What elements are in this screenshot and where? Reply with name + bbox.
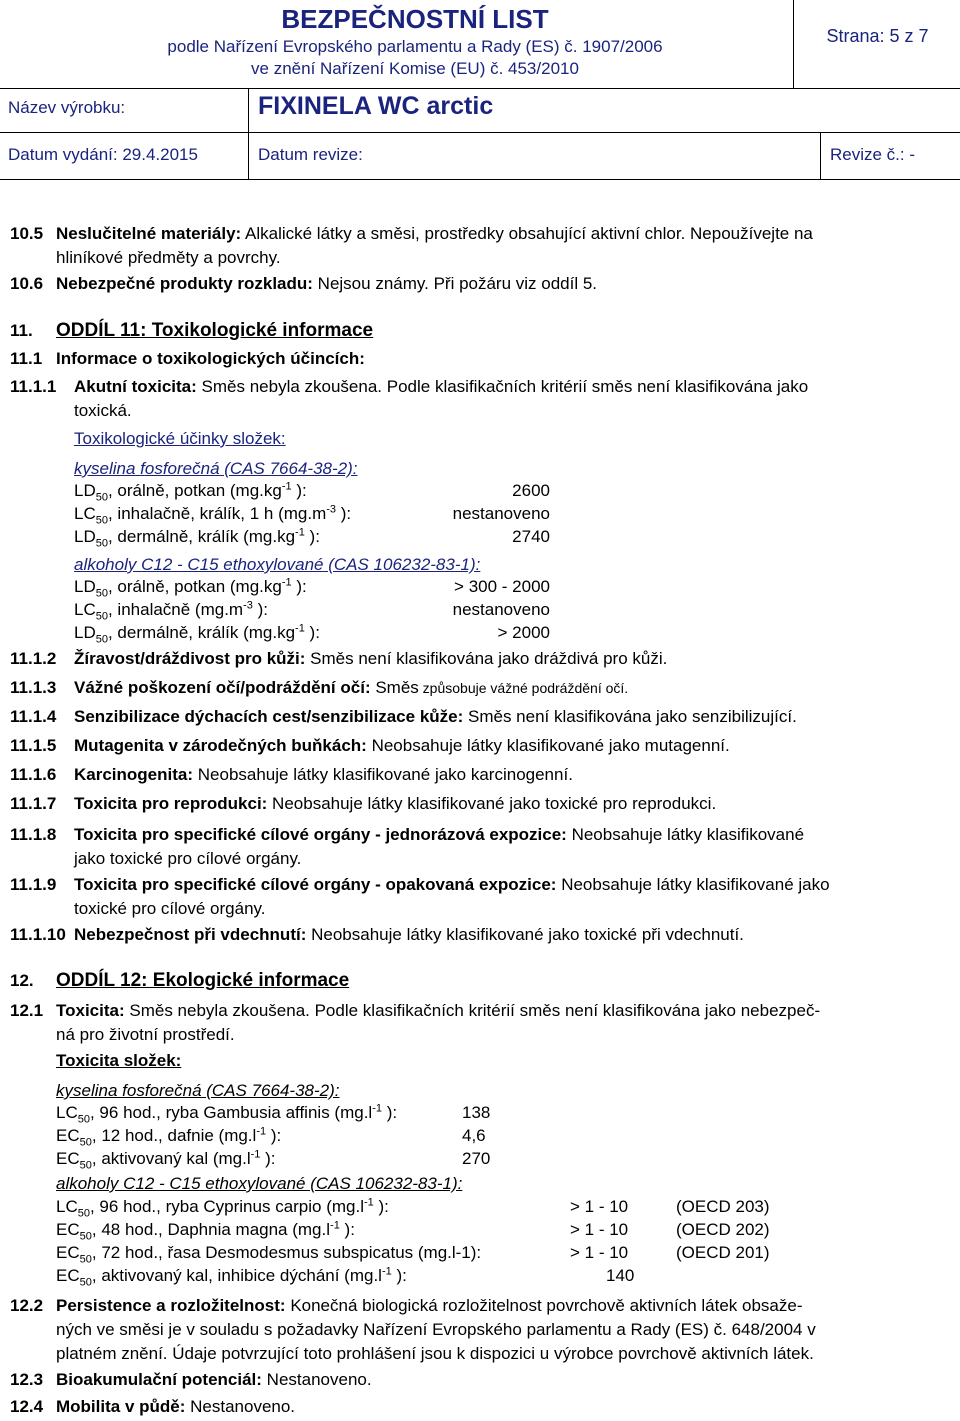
section-12-4: [56, 1395, 295, 1419]
section-12-3-text: Nestanoveno.: [266, 1370, 372, 1389]
section-12-4-text: Nestanoveno.: [190, 1397, 296, 1416]
product-label: Název výrobku:: [8, 98, 126, 117]
acute-toxicity-alcohols-row-subscript: 50: [95, 610, 108, 623]
eco-toxicity-phosphoric-row-subscript: 50: [77, 1113, 90, 1126]
section-12-2-text-cont: ných ve směsi je v souladu s požadavky Nařízení Evropského parlamentu a Rady (ES) č. 648/2004 v: [56, 1320, 816, 1339]
section-11-1-10-number: 11.1.10: [10, 925, 66, 944]
page-number: Strana: 5 z 7: [826, 26, 929, 46]
section-11-item-number: 11.1.5: [10, 736, 57, 755]
section-10-6-title: Nebezpečné produkty rozkladu:: [56, 274, 313, 293]
section-12-title: ODDÍL 12: Ekologické informace: [56, 970, 350, 991]
acute-toxicity-alcohols-row-label: [74, 598, 268, 622]
acute-toxicity-alcohols-row-label-text: , dermálně, králík (mg.kg: [107, 623, 296, 642]
eco-toxicity-alcohols-row-label: [56, 1218, 355, 1242]
eco-toxicity-alcohols-row-value: 140: [606, 1266, 635, 1285]
section-10-5-text-cont: hliníkové předměty a povrchy.: [56, 248, 281, 267]
eco-substance-1-title: kyselina fosforečná (CAS 7664-38-2):: [56, 1081, 340, 1100]
section-11-item-title: Vážné poškození očí/podráždění očí:: [74, 678, 371, 697]
acute-toxicity-phosphoric-row-label-text: , inhalačně, králík, 1 h (mg.m: [107, 504, 327, 523]
section-10-6-text: Nejsou známy. Při požáru viz oddíl 5.: [317, 274, 598, 293]
section-11-1-8-text-cont: jako toxické pro cílové orgány.: [74, 849, 302, 868]
issue-date: Datum vydání: 29.4.2015: [8, 145, 198, 164]
section-11-item: [74, 792, 716, 816]
header-title-column: [90, 0, 740, 80]
eco-toxicity-alcohols-row-note: (OECD 202): [676, 1220, 770, 1239]
eco-toxicity-alcohols-row-superscript: -1: [330, 1219, 340, 1232]
acute-toxicity-phosphoric-row-label-text: LD: [74, 481, 96, 500]
acute-toxicity-alcohols-row-superscript: -3: [243, 599, 253, 612]
section-12-4-title: Mobilita v půdě:: [56, 1397, 186, 1416]
acute-toxicity-alcohols-row-label-text: , orálně, potkan (mg.kg: [107, 577, 282, 596]
section-12-4-number: 12.4: [10, 1397, 44, 1416]
eco-toxicity-alcohols-row-superscript: -1: [381, 1265, 392, 1278]
section-11-1-1-title: Akutní toxicita:: [74, 377, 197, 396]
acute-toxicity-phosphoric-row-label-text: LD: [74, 527, 96, 546]
section-11-item-number: 11.1.3: [10, 678, 57, 697]
eco-toxicity-alcohols-row-superscript: -1: [364, 1196, 374, 1209]
section-11-1-9-text-cont: toxické pro cílové orgány.: [74, 899, 266, 918]
section-11-1-8: [74, 823, 954, 847]
section-11-item-text: Neobsahuje látky klasifikované jako mutagenní.: [366, 736, 730, 755]
section-10-5: [56, 222, 956, 246]
eco-toxicity-phosphoric-row-subscript: 50: [79, 1136, 92, 1149]
eco-toxicity-alcohols-row-value: > 1 - 10: [570, 1220, 629, 1239]
section-11-item-text: Neobsahuje látky klasifikované jako toxické pro reprodukci.: [267, 794, 717, 813]
acute-toxicity-phosphoric-row-value: 2740: [512, 527, 550, 546]
eco-substance-2-title: alkoholy C12 - C15 ethoxylované (CAS 106232-83-1):: [56, 1174, 463, 1193]
eco-toxicity-alcohols-row-value: > 1 - 10: [570, 1197, 629, 1216]
section-11-1-1-text: Směs nebyla zkoušena. Podle klasifikačních kritérií směs není klasifikována jako: [201, 377, 809, 396]
acute-toxicity-phosphoric-row-label: [74, 479, 307, 503]
eco-toxicity-alcohols-row-subscript: 50: [79, 1253, 92, 1266]
document-subtitle-amendment: ve znění Nařízení Komise (EU) č. 453/2010: [251, 59, 579, 78]
eco-toxicity-alcohols-row-subscript: 50: [79, 1230, 92, 1243]
eco-toxicity-alcohols-row-label-text: EC: [56, 1266, 80, 1285]
eco-toxicity-phosphoric-row-value: 138: [462, 1103, 491, 1122]
eco-toxicity-alcohols-row-label: [56, 1264, 407, 1288]
acute-toxicity-phosphoric-row-subscript: 50: [95, 514, 108, 527]
section-12-1: [56, 999, 956, 1023]
acute-toxicity-alcohols-row-label-text: ):: [304, 623, 320, 642]
eco-toxicity-alcohols-row-note: (OECD 203): [676, 1197, 770, 1216]
eco-toxicity-alcohols-row-value: > 1 - 10: [570, 1243, 629, 1262]
section-11-1-9-title: Toxicita pro specifické cílové orgány - opakovaná expozice:: [74, 875, 557, 894]
eco-toxicity-alcohols-row-label-text: ):: [339, 1220, 355, 1239]
acute-toxicity-alcohols-row-label-text: , inhalačně (mg.m: [107, 600, 244, 619]
eco-toxicity-alcohols-row-label-text: , 72 hod., řasa Desmodesmus subspicatus (mg.l-1):: [91, 1243, 482, 1262]
date-row: [0, 133, 960, 180]
eco-toxicity-phosphoric-row-label: [56, 1124, 281, 1148]
eco-toxicity-phosphoric-row-label: [56, 1147, 276, 1171]
acute-toxicity-phosphoric-row-label-text: LC: [74, 504, 96, 523]
section-11-1-8-number: 11.1.8: [10, 825, 57, 844]
eco-toxicity-alcohols-row-label-text: , 48 hod., Daphnia magna (mg.l: [91, 1220, 331, 1239]
acute-toxicity-phosphoric-row-label-text: , orálně, potkan (mg.kg: [107, 481, 282, 500]
eco-toxicity-phosphoric-row-label-text: EC: [56, 1126, 80, 1145]
section-11-item-title: Karcinogenita:: [74, 765, 194, 784]
section-10-5-number: 10.5: [10, 224, 44, 243]
acute-toxicity-phosphoric-row-label: [74, 525, 320, 549]
section-12-3-title: Bioakumulační potenciál:: [56, 1370, 262, 1389]
acute-toxicity-alcohols-row-label: [74, 575, 307, 599]
section-11-item: [74, 705, 797, 729]
acute-toxicity-phosphoric-row-superscript: -3: [326, 503, 337, 516]
section-11-1-1-number: 11.1.1: [10, 377, 57, 396]
section-11-1-10-text: Neobsahuje látky klasifikované jako toxické při vdechnutí.: [311, 925, 744, 944]
section-11-item-title: Mutagenita v zárodečných buňkách:: [74, 736, 367, 755]
substance-1-title: kyselina fosforečná (CAS 7664-38-2):: [74, 459, 358, 478]
acute-toxicity-phosphoric-row-value: nestanoveno: [452, 504, 550, 523]
section-11-1-8-text: Neobsahuje látky klasifikované: [571, 825, 805, 844]
section-11-item-number: 11.1.7: [10, 794, 57, 813]
section-11-item-title: Toxicita pro reprodukci:: [74, 794, 268, 813]
document-title: BEZPEČNOSTNÍ LIST: [281, 4, 549, 34]
section-12-2-number: 12.2: [10, 1296, 44, 1315]
revision-number: Revize č.: -: [830, 145, 916, 164]
section-11-item: [74, 763, 573, 787]
acute-toxicity-alcohols-row-label-text: LC: [74, 600, 96, 619]
acute-toxicity-alcohols-row-superscript: -1: [281, 576, 292, 589]
section-12-1-number: 12.1: [10, 1001, 44, 1020]
eco-toxicity-alcohols-row-label-text: EC: [56, 1220, 80, 1239]
header-divider: [793, 0, 794, 88]
eco-toxicity-phosphoric-row-label-text: ):: [381, 1103, 398, 1122]
eco-toxicity-alcohols-row-label-text: EC: [56, 1243, 80, 1262]
eco-toxicity-phosphoric-row-label-text: LC: [56, 1103, 78, 1122]
section-11-item-text-small: způsobuje vážné podráždění očí.: [418, 680, 629, 696]
eco-toxicity-alcohols-row-label: [56, 1195, 389, 1219]
acute-toxicity-alcohols-row-value: > 300 - 2000: [454, 577, 550, 596]
acute-toxicity-alcohols-row-label: [74, 621, 320, 645]
section-11-1-1-text-cont: toxická.: [74, 401, 132, 420]
revision-divider: [820, 133, 821, 179]
section-11-1-title: Informace o toxikologických účincích:: [56, 349, 365, 368]
section-12-1-text: Směs nebyla zkoušena. Podle klasifikačních kritérií směs není klasifikována jako nebezpeč-: [129, 1001, 821, 1020]
eco-toxicity-alcohols-row-label-text: , aktivovaný kal, inhibice dýchání (mg.l: [91, 1266, 382, 1285]
acute-toxicity-alcohols-row-value: nestanoveno: [452, 600, 550, 619]
section-11-item-text: Neobsahuje látky klasifikované jako karcinogenní.: [193, 765, 573, 784]
acute-toxicity-phosphoric-row-subscript: 50: [95, 537, 108, 550]
eco-toxicity-phosphoric-row-label-text: ):: [266, 1126, 282, 1145]
acute-toxicity-phosphoric-row-label-text: , dermálně, králík (mg.kg: [107, 527, 296, 546]
section-11-title: ODDÍL 11: Toxikologické informace: [56, 320, 374, 341]
section-12-2-title: Persistence a rozložitelnost:: [56, 1296, 286, 1315]
eco-toxicity-phosphoric-row-superscript: -1: [372, 1102, 382, 1115]
section-12-1-title: Toxicita:: [56, 1001, 125, 1020]
section-11-1-8-title: Toxicita pro specifické cílové orgány - jednorázová expozice:: [74, 825, 567, 844]
acute-toxicity-alcohols-row-value: > 2000: [497, 623, 550, 642]
acute-toxicity-phosphoric-row-superscript: -1: [295, 526, 305, 539]
acute-toxicity-alcohols-row-label-text: ):: [291, 577, 307, 596]
section-10-6-number: 10.6: [10, 274, 44, 293]
section-10-5-title: Neslučitelné materiály:: [56, 224, 242, 243]
acute-toxicity-phosphoric-row-label-text: ):: [304, 527, 320, 546]
eco-toxicity-phosphoric-row-label-text: , 12 hod., dafnie (mg.l: [91, 1126, 257, 1145]
acute-toxicity-phosphoric-row-superscript: -1: [281, 480, 292, 493]
product-row: [0, 88, 960, 133]
eco-toxicity-alcohols-row-label-text: ):: [391, 1266, 407, 1285]
eco-toxicity-phosphoric-row-label-text: EC: [56, 1149, 80, 1168]
acute-toxicity-alcohols-row-subscript: 50: [95, 633, 108, 646]
eco-toxicity-phosphoric-row-label-text: ):: [260, 1149, 276, 1168]
section-12-3: [56, 1368, 372, 1392]
section-12-1-text-cont: ná pro životní prostředí.: [56, 1025, 235, 1044]
section-11-item: [74, 734, 730, 758]
component-toxicity-heading: Toxicita složek:: [56, 1051, 182, 1070]
section-11-item-title: Senzibilizace dýchacích cest/senzibilizace kůže:: [74, 707, 464, 726]
acute-toxicity-alcohols-row-label-text: LD: [74, 577, 96, 596]
section-10-5-text: Alkalické látky a směsi, prostředky obsahující aktivní chlor. Nepoužívejte na: [245, 224, 813, 243]
acute-toxicity-alcohols-row-superscript: -1: [295, 622, 305, 635]
section-11-item-text: Směs: [370, 678, 419, 697]
section-12-number: 12.: [10, 971, 34, 990]
toxicological-effects-heading: Toxikologické účinky složek:: [74, 429, 286, 448]
eco-toxicity-alcohols-row-label-text: ):: [373, 1197, 389, 1216]
eco-toxicity-phosphoric-row-value: 270: [462, 1149, 491, 1168]
section-11-item-number: 11.1.6: [10, 765, 57, 784]
section-12-2-text: Konečná biologická rozložitelnost povrchově aktivních látek obsaže-: [290, 1296, 803, 1315]
acute-toxicity-alcohols-row-label-text: LD: [74, 623, 96, 642]
eco-toxicity-phosphoric-row-label-text: , aktivovaný kal (mg.l: [91, 1149, 251, 1168]
section-11-item-number: 11.1.4: [10, 707, 57, 726]
revision-date: Datum revize:: [258, 145, 363, 164]
eco-toxicity-alcohols-row-label: [56, 1241, 481, 1265]
acute-toxicity-alcohols-row-label-text: ):: [252, 600, 268, 619]
eco-toxicity-alcohols-row-note: (OECD 201): [676, 1243, 770, 1262]
section-11-1-9-text: Neobsahuje látky klasifikované jako: [561, 875, 830, 894]
eco-toxicity-alcohols-row-label-text: LC: [56, 1197, 78, 1216]
product-name: FIXINELA WC arctic: [258, 92, 494, 120]
section-12-3-number: 12.3: [10, 1370, 44, 1389]
document-header: [0, 0, 960, 180]
section-12-2: [56, 1294, 956, 1318]
section-11-1-10: [74, 923, 744, 947]
section-11-1-1: [74, 375, 954, 399]
section-11-item: [74, 647, 667, 671]
eco-toxicity-phosphoric-row-superscript: -1: [256, 1125, 267, 1138]
section-11-1-number: 11.1: [10, 349, 43, 368]
section-11-item-number: 11.1.2: [10, 649, 57, 668]
section-11-number: 11.: [10, 321, 33, 340]
acute-toxicity-phosphoric-row-value: 2600: [512, 481, 550, 500]
eco-toxicity-alcohols-row-subscript: 50: [77, 1207, 90, 1220]
acute-toxicity-phosphoric-row-subscript: 50: [95, 491, 108, 504]
substance-2-title: alkoholy C12 - C15 ethoxylované (CAS 106232-83-1):: [74, 555, 481, 574]
acute-toxicity-alcohols-row-subscript: 50: [95, 587, 108, 600]
section-11-item: [74, 676, 628, 700]
eco-toxicity-alcohols-row-subscript: 50: [79, 1276, 92, 1289]
section-11-item-text: Směs není klasifikována jako dráždivá pro kůži.: [305, 649, 668, 668]
section-11-item-title: Žíravost/dráždivost pro kůži:: [74, 649, 306, 668]
eco-toxicity-phosphoric-row-superscript: -1: [250, 1148, 261, 1161]
section-11-1-9: [74, 873, 954, 897]
document-subtitle-regulation: podle Nařízení Evropského parlamentu a Rady (ES) č. 1907/2006: [167, 37, 663, 56]
eco-toxicity-phosphoric-row-label-text: , 96 hod., ryba Gambusia affinis (mg.l: [89, 1103, 373, 1122]
acute-toxicity-phosphoric-row-label-text: ):: [291, 481, 307, 500]
section-11-1-9-number: 11.1.9: [10, 875, 57, 894]
section-10-6: [56, 272, 597, 296]
section-11-1-10-title: Nebezpečnost při vdechnutí:: [74, 925, 307, 944]
acute-toxicity-phosphoric-row-label-text: ):: [336, 504, 352, 523]
eco-toxicity-phosphoric-row-label: [56, 1101, 397, 1125]
eco-toxicity-phosphoric-row-subscript: 50: [79, 1159, 92, 1172]
section-11-item-text: Směs není klasifikována jako senzibilizující.: [463, 707, 797, 726]
acute-toxicity-phosphoric-row-label: [74, 502, 351, 526]
eco-toxicity-alcohols-row-label-text: , 96 hod., ryba Cyprinus carpio (mg.l: [89, 1197, 364, 1216]
section-12-2-text-cont2: platném znění. Údaje potvrzující toto prohlášení jsou k dispozici u výrobce povrchově aktivních látek.: [56, 1344, 814, 1363]
eco-toxicity-phosphoric-row-value: 4,6: [462, 1126, 486, 1145]
